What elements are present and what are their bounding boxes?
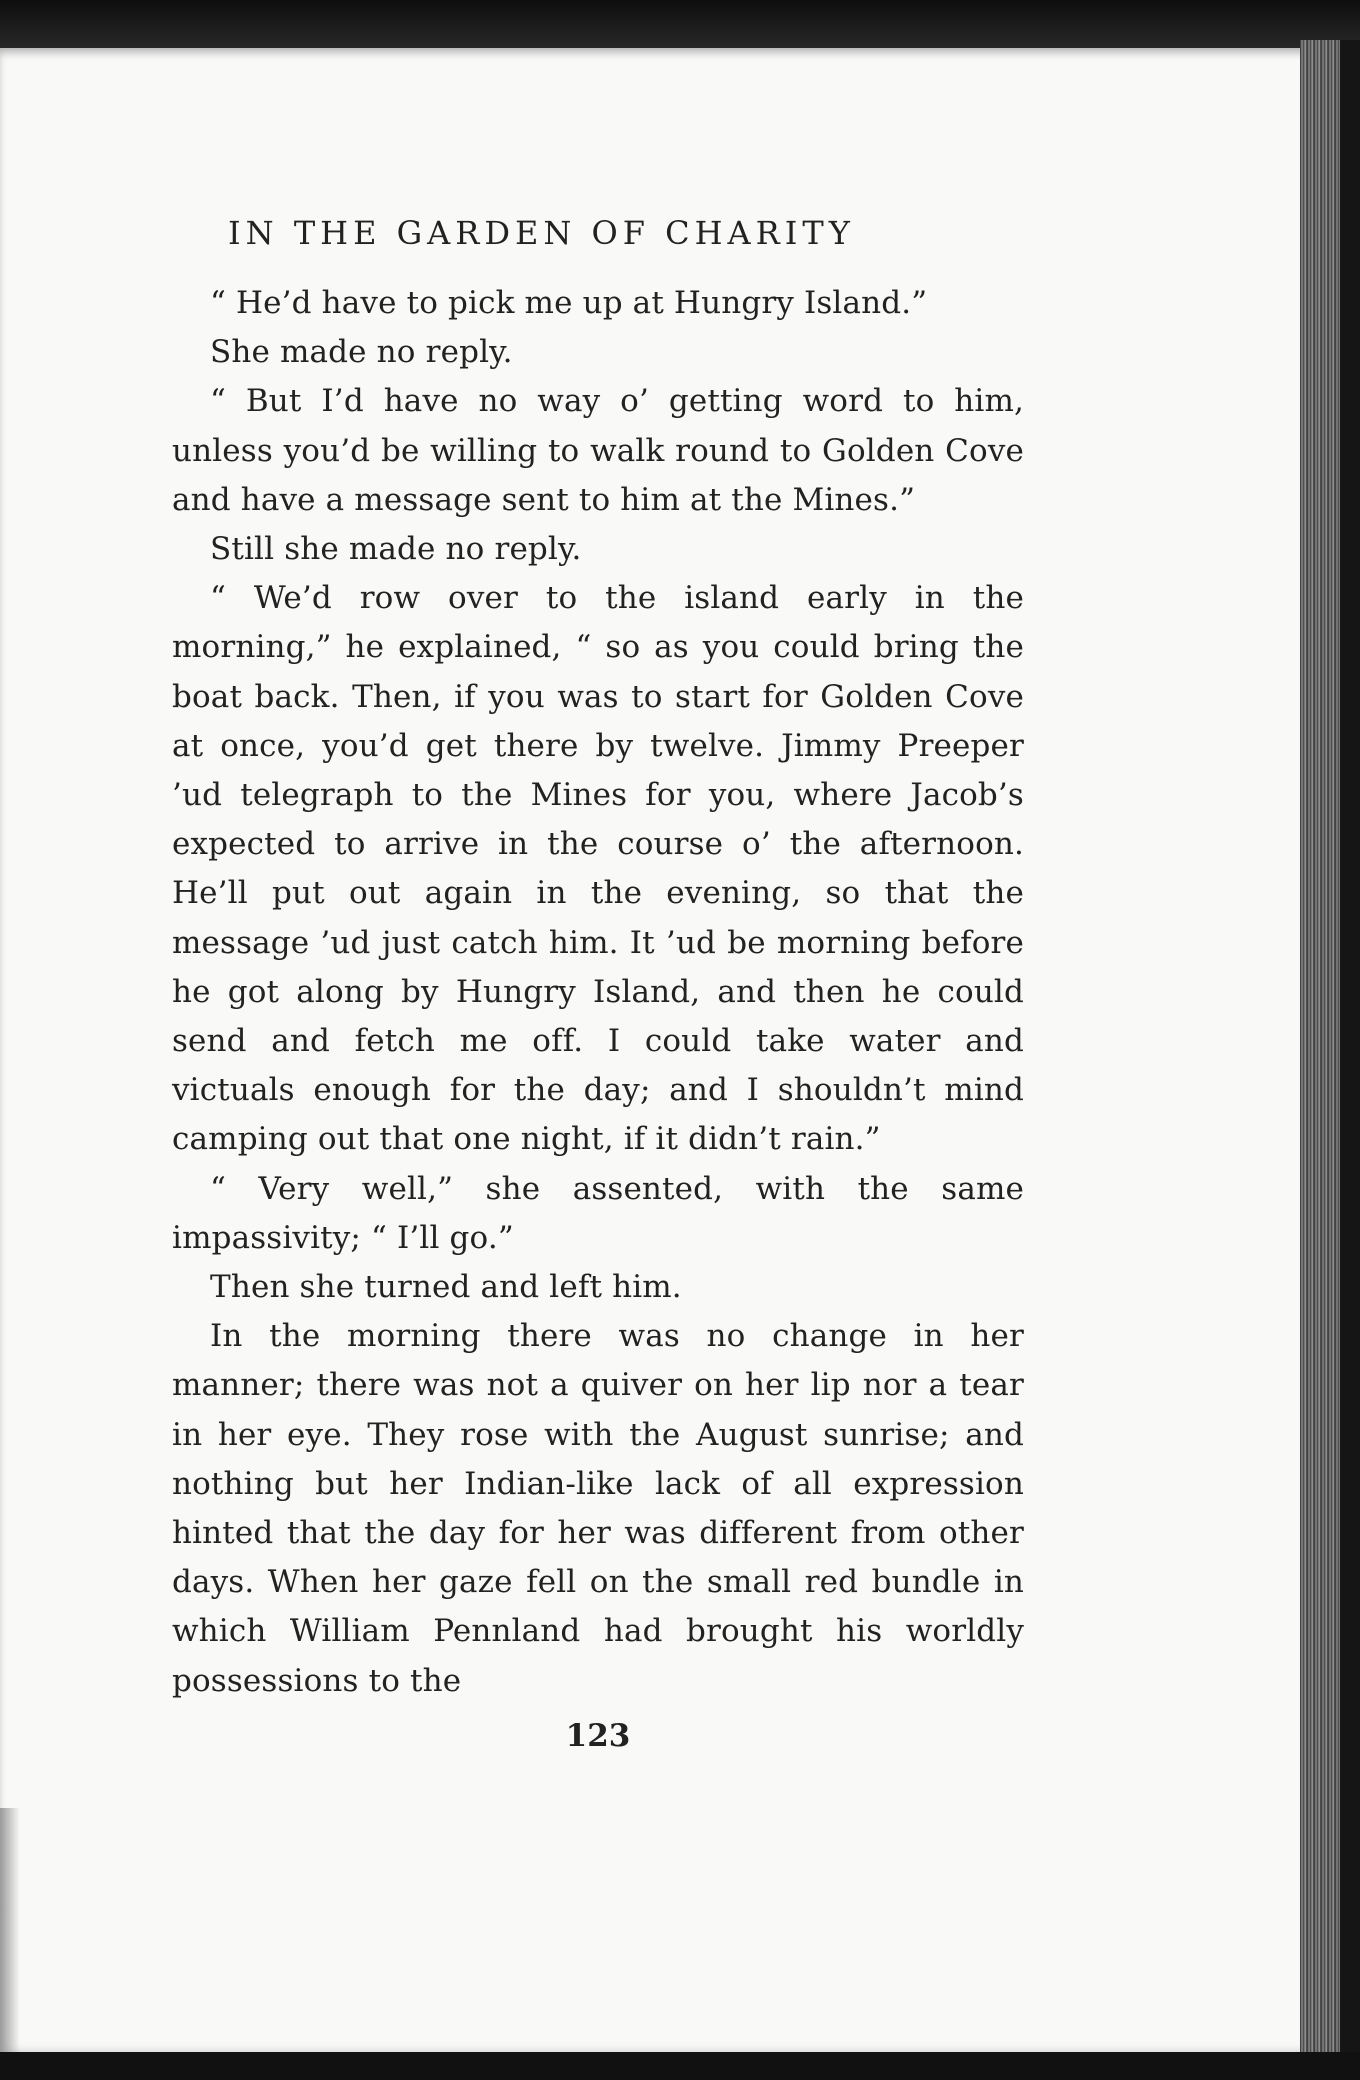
paragraph-6: “ Very well,” she assented, with the same impassivity; “ I’ll go.” (172, 1170, 1024, 1256)
page-content (172, 205, 1024, 1760)
scan-border-bottom (0, 2052, 1360, 2080)
paragraph-2: She made no reply. (210, 334, 513, 371)
running-head: IN THE GARDEN OF CHARITY (228, 214, 855, 252)
page-edges (1300, 40, 1340, 2060)
paragraph-7: Then she turned and left him. (210, 1269, 682, 1306)
scan-border-right (1340, 40, 1360, 2070)
scan-border-top (0, 0, 1360, 52)
paragraph-4: Still she made no reply. (210, 531, 582, 568)
paragraph-3: “ But I’d have no way o’ getting word to him, unless you’d be willing to walk round to Golden Cove and have a message sent to him at the Mines.” (172, 383, 1024, 518)
paragraph-5: “ We’d row over to the island early in the morning,” he explained, “ so as you could bring the boat back. Then, if you was to start for Golden Cove at once, you’d get there by twelve. Jimmy Preeper ’ud telegraph to the Mines for you, where Jacob’s expected to arrive in the course o’ the afternoon. He’ll put out again in the evening, so that the message ’ud just catch him. It ’ud be morning before he got along by Hungry Island, and then he could send and fetch me off. I could take water and victuals enough for the day; and I shouldn’t mind camping out that one night, if it didn’t rain.” (172, 580, 1024, 1158)
page-number: 123 (565, 1717, 631, 1754)
paragraph-1: “ He’d have to pick me up at Hungry Island.” (210, 285, 928, 321)
page-gutter-shadow (0, 1808, 20, 2078)
paragraph-8: In the morning there was no change in her manner; there was not a quiver on her lip nor a tear in her eye. They rose with the August sunrise; and nothing but her Indian-like lack of all expression hinted that the day for her was different from other days. When her gaze fell on the small red bundle in which William Pennland had brought his worldly possessions to the (172, 1318, 1024, 1699)
